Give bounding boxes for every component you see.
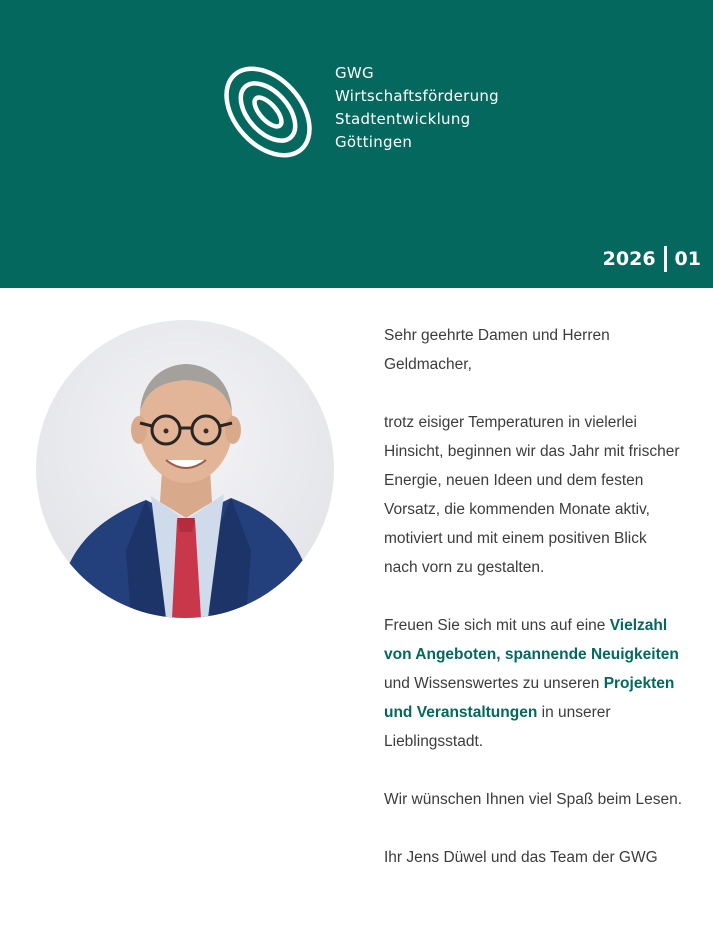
wishes-paragraph: Wir wünschen Ihnen viel Spaß beim Lesen. (384, 791, 683, 808)
signature: Ihr Jens Düwel und das Team der GWG (384, 849, 658, 866)
brand-line: Göttingen (335, 133, 413, 151)
issue-number: 01 (674, 248, 701, 270)
intro-paragraph: trotz eisiger Temperaturen in vielerlei Hinsicht, beginnen wir das Jahr mit frischer Energie, neuen Ideen und dem festen Vorsatz, die kommenden Monate aktiv, motiviert und mit einem positiven Blick nach vorn zu gestalten. (384, 414, 680, 576)
issue-year: 2026 (602, 248, 656, 270)
portrait-photo (36, 320, 334, 618)
issue-label (603, 244, 701, 274)
paragraph-text: und Wissenswertes zu unseren (384, 675, 604, 692)
gwg-ring-logo-icon (213, 57, 323, 167)
projects-events-link[interactable]: Projekten und Veranstaltungen (384, 675, 675, 721)
offers-news-link[interactable]: Vielzahl von Angeboten, spannende Neuigkeiten (384, 617, 679, 663)
salutation: Sehr geehrte Damen und Herren Geldmacher, (384, 327, 610, 373)
brand-line: Wirtschaftsförderung (335, 87, 500, 105)
issue-divider (664, 246, 667, 272)
brand-line: GWG (335, 64, 374, 82)
paragraph-text: Freuen Sie sich mit uns auf eine (384, 617, 610, 634)
brand-name (335, 62, 499, 154)
brand-line: Stadtentwicklung (335, 110, 471, 128)
newsletter-header (0, 0, 713, 288)
offers-paragraph (384, 611, 684, 756)
editorial-letter (384, 321, 684, 901)
paragraph-text: in unserer Lieblingsstadt. (384, 704, 611, 750)
